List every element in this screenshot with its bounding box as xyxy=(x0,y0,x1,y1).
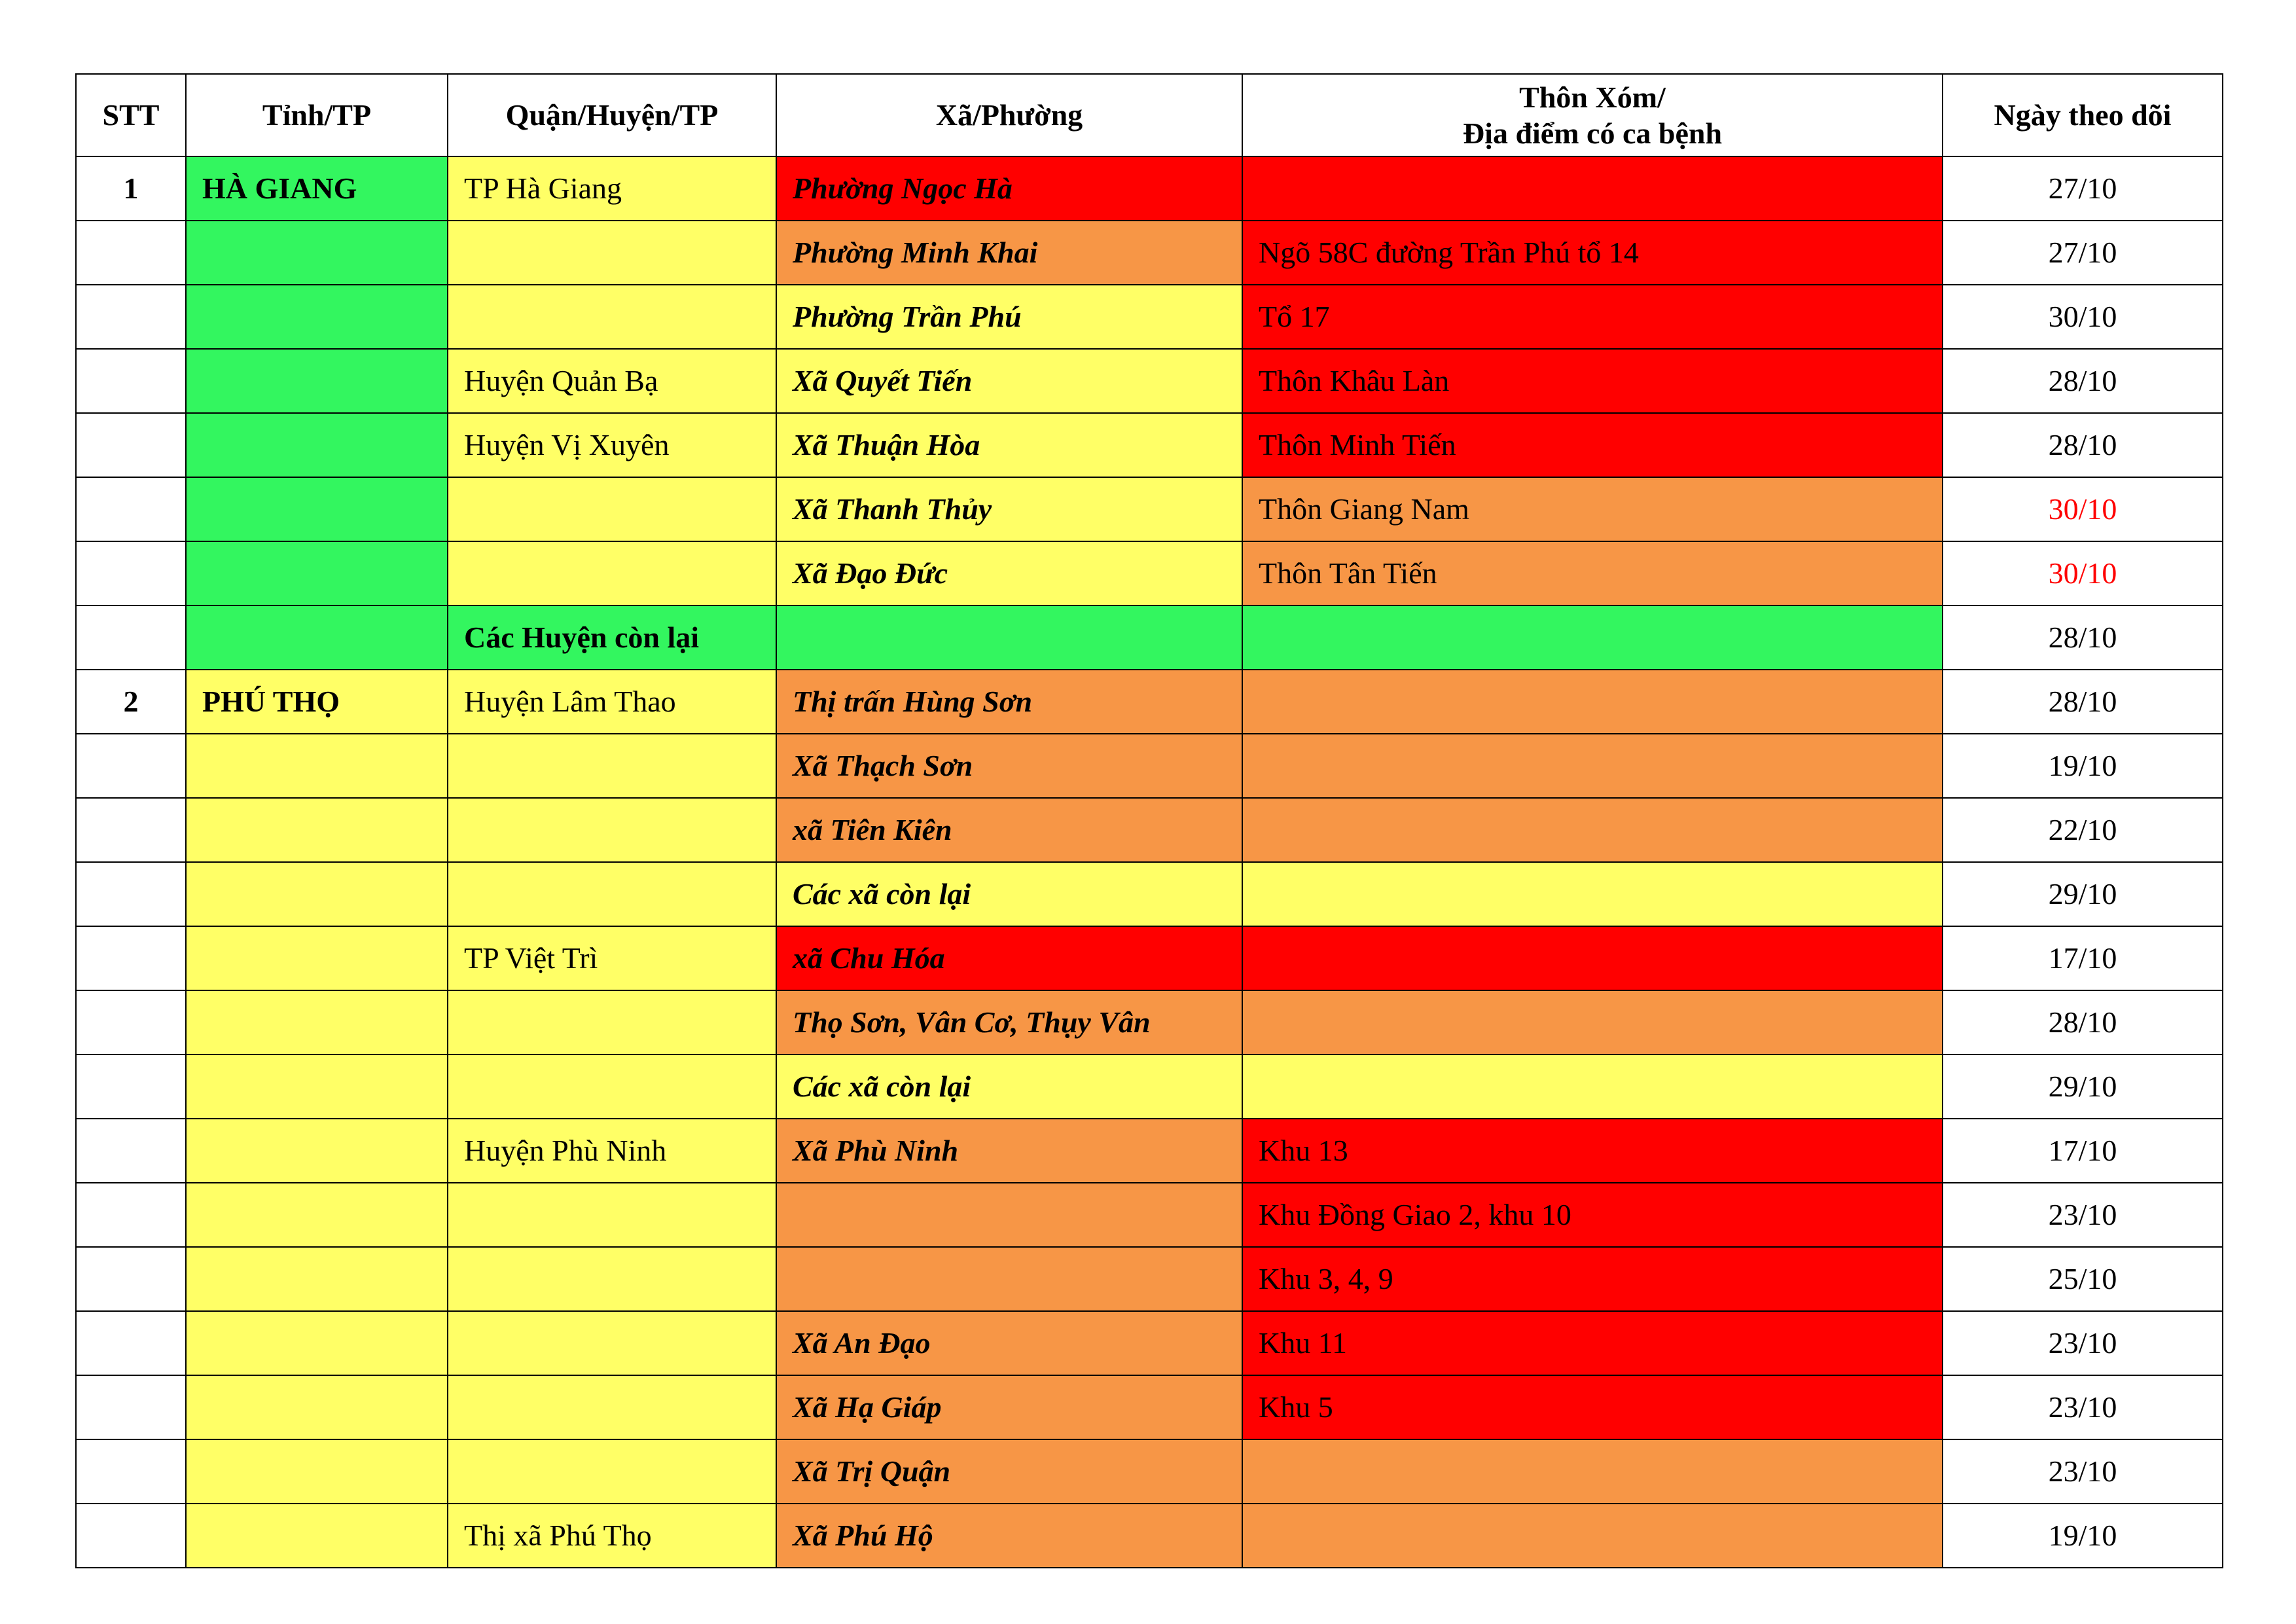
cell-location: Khu 3, 4, 9 xyxy=(1242,1247,1943,1311)
table-row xyxy=(76,990,2223,1055)
cell-district xyxy=(448,1055,776,1119)
cell-date: 23/10 xyxy=(1943,1183,2223,1247)
cell-stt xyxy=(76,1504,186,1568)
cell-stt xyxy=(76,221,186,285)
cell-date: 30/10 xyxy=(1943,285,2223,349)
cell-date: 19/10 xyxy=(1943,1504,2223,1568)
header-province: Tỉnh/TP xyxy=(186,74,448,156)
cell-date: 28/10 xyxy=(1943,605,2223,670)
header-row xyxy=(76,74,2223,156)
tracking-table xyxy=(75,73,2223,1568)
cell-location: Ngõ 58C đường Trần Phú tổ 14 xyxy=(1242,221,1943,285)
cell-district xyxy=(448,1183,776,1247)
cell-date: 29/10 xyxy=(1943,862,2223,926)
cell-location: Tổ 17 xyxy=(1242,285,1943,349)
cell-province xyxy=(186,1055,448,1119)
cell-date: 17/10 xyxy=(1943,1119,2223,1183)
table-row xyxy=(76,541,2223,605)
header-commune: Xã/Phường xyxy=(776,74,1242,156)
cell-location: Thôn Khâu Làn xyxy=(1242,349,1943,413)
cell-commune: xã Tiên Kiên xyxy=(776,798,1242,862)
cell-stt xyxy=(76,285,186,349)
cell-district xyxy=(448,734,776,798)
cell-district xyxy=(448,1247,776,1311)
cell-location xyxy=(1242,798,1943,862)
cell-location: Khu Đồng Giao 2, khu 10 xyxy=(1242,1183,1943,1247)
header-stt: STT xyxy=(76,74,186,156)
table-row xyxy=(76,156,2223,221)
cell-province xyxy=(186,541,448,605)
cell-stt xyxy=(76,541,186,605)
cell-district xyxy=(448,1439,776,1504)
cell-location xyxy=(1242,1504,1943,1568)
cell-date: 17/10 xyxy=(1943,926,2223,990)
cell-commune: Xã Thuận Hòa xyxy=(776,413,1242,477)
cell-location xyxy=(1242,1055,1943,1119)
cell-district: Huyện Lâm Thao xyxy=(448,670,776,734)
cell-commune: Xã Quyết Tiến xyxy=(776,349,1242,413)
cell-stt xyxy=(76,1439,186,1504)
cell-district xyxy=(448,221,776,285)
cell-commune: Các xã còn lại xyxy=(776,1055,1242,1119)
cell-province xyxy=(186,1119,448,1183)
table-row xyxy=(76,413,2223,477)
header-district: Quận/Huyện/TP xyxy=(448,74,776,156)
cell-date: 27/10 xyxy=(1943,156,2223,221)
header-location-line1: Thôn Xóm/ xyxy=(1519,80,1666,114)
header-date: Ngày theo dõi xyxy=(1943,74,2223,156)
cell-district xyxy=(448,541,776,605)
cell-commune: Xã Phù Ninh xyxy=(776,1119,1242,1183)
table-row xyxy=(76,1504,2223,1568)
table-row xyxy=(76,349,2223,413)
cell-stt xyxy=(76,605,186,670)
cell-stt xyxy=(76,734,186,798)
cell-stt xyxy=(76,1311,186,1375)
cell-date: 23/10 xyxy=(1943,1375,2223,1439)
cell-province xyxy=(186,798,448,862)
cell-location: Thôn Giang Nam xyxy=(1242,477,1943,541)
cell-district: Huyện Quản Bạ xyxy=(448,349,776,413)
cell-stt xyxy=(76,1183,186,1247)
cell-commune: Xã Hạ Giáp xyxy=(776,1375,1242,1439)
table-row xyxy=(76,1055,2223,1119)
cell-date: 19/10 xyxy=(1943,734,2223,798)
cell-stt xyxy=(76,926,186,990)
cell-stt xyxy=(76,477,186,541)
cell-province xyxy=(186,1439,448,1504)
cell-district xyxy=(448,990,776,1055)
cell-commune: Phường Ngọc Hà xyxy=(776,156,1242,221)
table-row xyxy=(76,1439,2223,1504)
cell-district: Huyện Phù Ninh xyxy=(448,1119,776,1183)
table-row xyxy=(76,1311,2223,1375)
cell-district xyxy=(448,1311,776,1375)
cell-stt xyxy=(76,413,186,477)
cell-date: 30/10 xyxy=(1943,541,2223,605)
cell-commune: Thị trấn Hùng Sơn xyxy=(776,670,1242,734)
cell-district xyxy=(448,477,776,541)
table-row xyxy=(76,734,2223,798)
cell-stt xyxy=(76,798,186,862)
header-location-line2: Địa điểm có ca bệnh xyxy=(1462,117,1723,150)
header-location xyxy=(1242,74,1943,156)
cell-date: 29/10 xyxy=(1943,1055,2223,1119)
cell-location: Thôn Tân Tiến xyxy=(1242,541,1943,605)
table-row xyxy=(76,605,2223,670)
cell-stt xyxy=(76,1055,186,1119)
cell-commune: Phường Minh Khai xyxy=(776,221,1242,285)
cell-province xyxy=(186,349,448,413)
table-row xyxy=(76,926,2223,990)
cell-commune xyxy=(776,1247,1242,1311)
table-row xyxy=(76,862,2223,926)
cell-stt xyxy=(76,1247,186,1311)
cell-district: Huyện Vị Xuyên xyxy=(448,413,776,477)
cell-date: 28/10 xyxy=(1943,413,2223,477)
cell-location xyxy=(1242,1439,1943,1504)
cell-province xyxy=(186,1183,448,1247)
cell-district: TP Hà Giang xyxy=(448,156,776,221)
cell-province xyxy=(186,413,448,477)
cell-province xyxy=(186,221,448,285)
cell-district xyxy=(448,798,776,862)
cell-province xyxy=(186,285,448,349)
table-row xyxy=(76,1119,2223,1183)
cell-commune: Thọ Sơn, Vân Cơ, Thụy Vân xyxy=(776,990,1242,1055)
cell-date: 23/10 xyxy=(1943,1439,2223,1504)
cell-commune: xã Chu Hóa xyxy=(776,926,1242,990)
cell-province: PHÚ THỌ xyxy=(186,670,448,734)
cell-location: Khu 11 xyxy=(1242,1311,1943,1375)
cell-date: 27/10 xyxy=(1943,221,2223,285)
cell-province xyxy=(186,477,448,541)
cell-commune: Xã Thạch Sơn xyxy=(776,734,1242,798)
cell-stt: 2 xyxy=(76,670,186,734)
cell-district: Thị xã Phú Thọ xyxy=(448,1504,776,1568)
cell-commune: Phường Trần Phú xyxy=(776,285,1242,349)
cell-date: 30/10 xyxy=(1943,477,2223,541)
tracking-table-container xyxy=(75,73,2223,1568)
cell-province: HÀ GIANG xyxy=(186,156,448,221)
cell-stt xyxy=(76,349,186,413)
cell-stt xyxy=(76,990,186,1055)
cell-district xyxy=(448,1375,776,1439)
cell-commune: Xã Đạo Đức xyxy=(776,541,1242,605)
cell-date: 28/10 xyxy=(1943,349,2223,413)
cell-location xyxy=(1242,670,1943,734)
cell-stt xyxy=(76,1119,186,1183)
cell-district xyxy=(448,285,776,349)
cell-commune xyxy=(776,1183,1242,1247)
cell-commune: Các xã còn lại xyxy=(776,862,1242,926)
cell-commune: Xã An Đạo xyxy=(776,1311,1242,1375)
cell-date: 22/10 xyxy=(1943,798,2223,862)
table-row xyxy=(76,798,2223,862)
cell-location xyxy=(1242,156,1943,221)
cell-location: Khu 13 xyxy=(1242,1119,1943,1183)
table-row xyxy=(76,285,2223,349)
cell-district: Các Huyện còn lại xyxy=(448,605,776,670)
cell-commune: Xã Trị Quận xyxy=(776,1439,1242,1504)
table-row xyxy=(76,221,2223,285)
cell-stt: 1 xyxy=(76,156,186,221)
cell-location: Khu 5 xyxy=(1242,1375,1943,1439)
table-row xyxy=(76,1375,2223,1439)
cell-province xyxy=(186,1311,448,1375)
cell-commune: Xã Thanh Thủy xyxy=(776,477,1242,541)
table-row xyxy=(76,1183,2223,1247)
cell-date: 28/10 xyxy=(1943,670,2223,734)
cell-province xyxy=(186,926,448,990)
table-row xyxy=(76,1247,2223,1311)
table-row xyxy=(76,670,2223,734)
cell-location xyxy=(1242,734,1943,798)
cell-commune xyxy=(776,605,1242,670)
cell-commune: Xã Phú Hộ xyxy=(776,1504,1242,1568)
cell-location xyxy=(1242,926,1943,990)
cell-province xyxy=(186,734,448,798)
table-row xyxy=(76,477,2223,541)
cell-province xyxy=(186,1504,448,1568)
cell-stt xyxy=(76,862,186,926)
cell-stt xyxy=(76,1375,186,1439)
cell-province xyxy=(186,605,448,670)
cell-province xyxy=(186,862,448,926)
cell-date: 25/10 xyxy=(1943,1247,2223,1311)
cell-province xyxy=(186,990,448,1055)
cell-district xyxy=(448,862,776,926)
cell-location: Thôn Minh Tiến xyxy=(1242,413,1943,477)
cell-location xyxy=(1242,605,1943,670)
cell-date: 28/10 xyxy=(1943,990,2223,1055)
cell-province xyxy=(186,1247,448,1311)
cell-date: 23/10 xyxy=(1943,1311,2223,1375)
cell-province xyxy=(186,1375,448,1439)
cell-location xyxy=(1242,862,1943,926)
table-body xyxy=(76,156,2223,1568)
cell-location xyxy=(1242,990,1943,1055)
cell-district: TP Việt Trì xyxy=(448,926,776,990)
